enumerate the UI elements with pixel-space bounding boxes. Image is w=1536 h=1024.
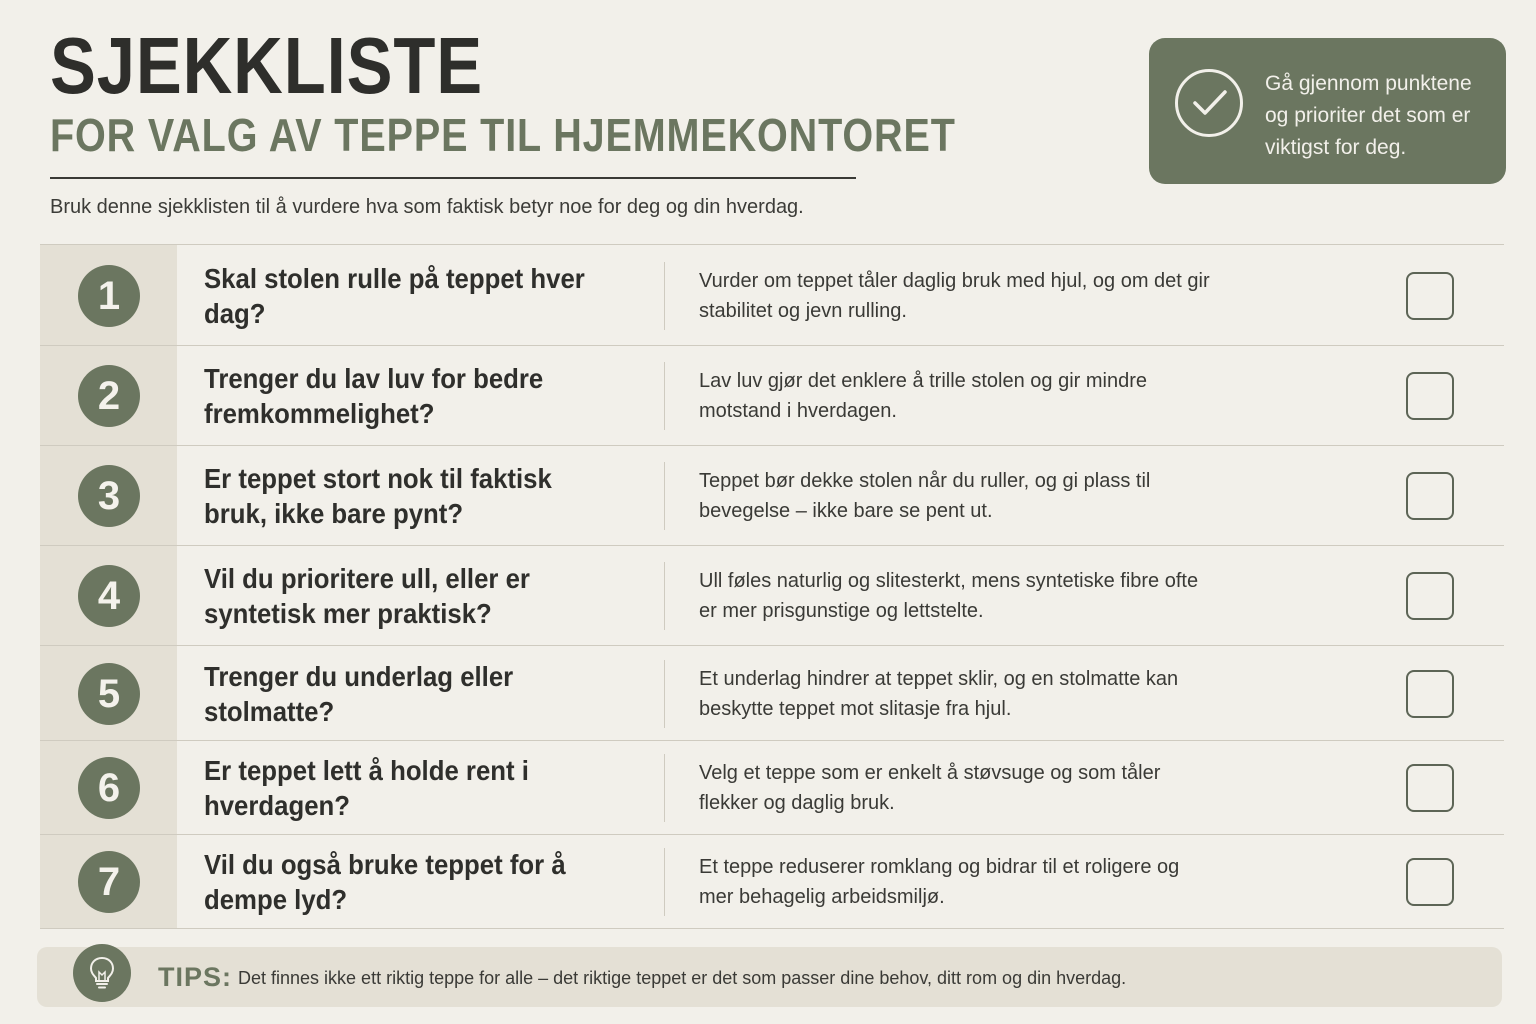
callout-box [1149, 38, 1506, 184]
checkmark-circle-icon [1175, 69, 1243, 137]
item-number-badge: 3 [78, 465, 140, 527]
checklist-row [40, 446, 1504, 546]
callout-text: Gå gjennom punktene og prioriter det som er viktigst for deg. [1265, 72, 1472, 159]
item-checkbox[interactable] [1406, 858, 1454, 906]
item-checkbox[interactable] [1406, 472, 1454, 520]
column-divider [664, 362, 665, 430]
item-checkbox[interactable] [1406, 272, 1454, 320]
column-divider [664, 262, 665, 330]
item-question: Trenger du lav luv for bedre fremkommelighet? [204, 363, 544, 429]
checklist-row [40, 741, 1504, 835]
item-checkbox[interactable] [1406, 670, 1454, 718]
column-divider [664, 754, 665, 822]
intro-text: Bruk denne sjekklisten til å vurdere hva som faktisk betyr noe for deg og din hverdag. [50, 196, 804, 218]
page-title: SJEKKLISTE [50, 21, 483, 110]
item-description: Vurder om teppet tåler daglig bruk med hjul, og om det gir stabilitet og jevn rulling. [699, 269, 1210, 322]
checklist-row [40, 245, 1504, 346]
item-description: Ull føles naturlig og slitesterkt, mens syntetiske fibre ofte er mer prisgunstige og lettstelte. [699, 570, 1199, 622]
item-question: Er teppet lett å holde rent i hverdagen? [204, 755, 529, 821]
tips-bar [37, 947, 1502, 1007]
item-number-badge: 7 [78, 851, 140, 913]
checklist-row [40, 835, 1504, 929]
item-checkbox[interactable] [1406, 764, 1454, 812]
item-description: Teppet bør dekke stolen når du ruller, og gi plass til bevegelse – ikke bare se pent ut. [699, 470, 1151, 522]
item-checkbox[interactable] [1406, 572, 1454, 620]
checklist [40, 244, 1504, 929]
title-divider [50, 177, 856, 179]
item-description: Et underlag hindrer at teppet sklir, og en stolmatte kan beskytte teppet mot slitasje fra hjul. [699, 667, 1179, 720]
column-divider [664, 660, 665, 728]
item-number-badge: 4 [78, 565, 140, 627]
item-description: Velg et teppe som er enkelt å støvsuge og som tåler flekker og daglig bruk. [699, 762, 1161, 814]
page-subtitle: FOR VALG AV TEPPE TIL HJEMMEKONTORET [50, 109, 956, 161]
tips-label: TIPS: [158, 962, 233, 992]
lightbulb-icon [73, 944, 131, 1002]
item-number-badge: 5 [78, 663, 140, 725]
checklist-row [40, 546, 1504, 646]
item-description: Lav luv gjør det enklere å trille stolen og gir mindre motstand i hverdagen. [699, 370, 1147, 422]
item-question: Vil du også bruke teppet for å dempe lyd? [204, 849, 566, 915]
item-description: Et teppe reduserer romklang og bidrar til et roligere og mer behagelig arbeidsmiljø. [699, 856, 1180, 908]
item-question: Vil du prioritere ull, eller er syntetisk mer praktisk? [204, 563, 530, 629]
item-question: Skal stolen rulle på teppet hver dag? [204, 262, 585, 329]
column-divider [664, 562, 665, 630]
checklist-row [40, 346, 1504, 446]
tips-text: Det finnes ikke ett riktig teppe for alle – det riktige teppet er det som passer dine behov, ditt rom og din hverdag. [238, 968, 1127, 988]
checklist-row [40, 646, 1504, 741]
item-number-badge: 6 [78, 757, 140, 819]
item-number-badge: 1 [78, 265, 140, 327]
item-number-badge: 2 [78, 365, 140, 427]
item-checkbox[interactable] [1406, 372, 1454, 420]
column-divider [664, 462, 665, 530]
item-question: Trenger du underlag eller stolmatte? [204, 660, 514, 727]
item-question: Er teppet stort nok til faktisk bruk, ikke bare pynt? [204, 463, 552, 529]
column-divider [664, 848, 665, 916]
